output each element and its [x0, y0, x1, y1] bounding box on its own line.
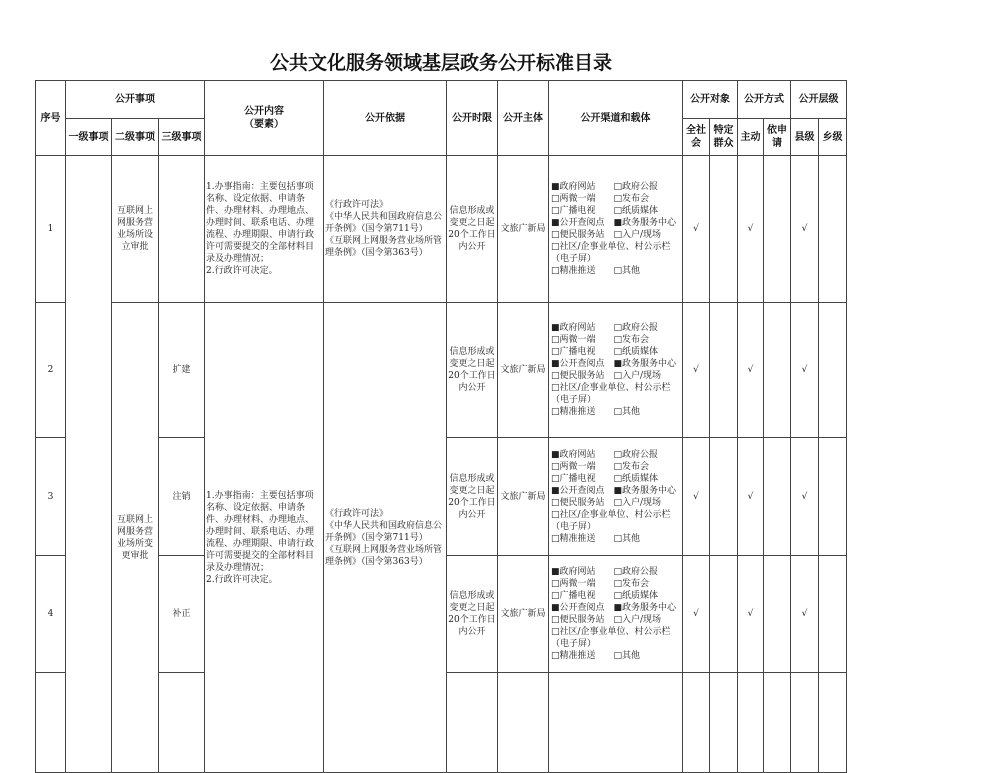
- row-channels: ■政府网站 □政府公报 □两微一端 □发布会 □广播电视 □纸质媒体 ■公开查阅点 ■政务服务中心 □便民服务站 □入户/现场 □社区/企事业单位、村公示栏 （电子屏） □精准推送 □其他: [549, 156, 683, 303]
- row-time-limit: 信息形成或变更之日起20个工作日内公开: [447, 156, 498, 303]
- row-method-active: √: [738, 438, 764, 556]
- row-method-request: [764, 438, 791, 556]
- header-target-all: 全社会: [683, 119, 710, 156]
- header-target: 公开对象: [683, 81, 738, 119]
- row-content: 1.办事指南：主要包括事项名称、设定依据、申请条件、办理材料、办理地点、办理时间、联系电话、办理流程、办理期限、申请行政许可需要提交的全部材料目录及办理情况； 2.行政许可决定。: [205, 156, 324, 303]
- row-level3: [159, 156, 205, 303]
- row-target-all: [683, 673, 710, 773]
- row-target-all: √: [683, 556, 710, 673]
- table-row: [36, 156, 847, 303]
- row-seq: 1: [36, 156, 66, 303]
- row-basis: 《行政许可法》 《中华人民共和国政府信息公开条例》（国令第711号） 《互联网上网服务营业场所管理条例》（国令第363号）: [324, 156, 447, 303]
- row-method-request: [764, 556, 791, 673]
- table-row: [36, 303, 847, 438]
- row-method-active: √: [738, 303, 764, 438]
- row-level-township: [819, 303, 847, 438]
- row-level2: 互联网上网服务营业场所设立审批: [112, 156, 159, 303]
- header-content: 公开内容 （要素）: [205, 81, 324, 156]
- row-basis-merged: 《行政许可法》 《中华人民共和国政府信息公开条例》（国令第711号） 《互联网上网服务营业场所管理条例》（国令第363号）: [324, 303, 447, 773]
- row-level3: 注销: [159, 438, 205, 556]
- row-subject: 文旅广新局: [498, 303, 549, 438]
- row-subject: 文旅广新局: [498, 438, 549, 556]
- header-method: 公开方式: [738, 81, 791, 119]
- row-level-township: [819, 556, 847, 673]
- header-level2: 二级事项: [112, 119, 159, 156]
- row-target-specific: [710, 303, 738, 438]
- header-level-county: 县级: [791, 119, 819, 156]
- row-level-county: √: [791, 156, 819, 303]
- row-seq: 3: [36, 438, 66, 556]
- row-target-specific: [710, 673, 738, 773]
- row-method-active: √: [738, 556, 764, 673]
- row-seq: [36, 673, 66, 773]
- row-level2-merged: 互联网上网服务营业场所变更审批: [112, 303, 159, 773]
- row-subject: 文旅广新局: [498, 556, 549, 673]
- row-channels: ■政府网站 □政府公报 □两微一端 □发布会 □广播电视 □纸质媒体 ■公开查阅点 ■政务服务中心 □便民服务站 □入户/现场 □社区/企事业单位、村公示栏 （电子屏） □精准推送 □其他: [549, 556, 683, 673]
- row-level-township: [819, 438, 847, 556]
- header-method-active: 主动: [738, 119, 764, 156]
- row-content-merged: 1.办事指南：主要包括事项名称、设定依据、申请条件、办理材料、办理地点、办理时间、联系电话、办理流程、办理期限、申请行政许可需要提交的全部材料目录及办理情况； 2.行政许可决定。: [205, 303, 324, 773]
- header-level3: 三级事项: [159, 119, 205, 156]
- row-method-active: √: [738, 156, 764, 303]
- row-level-county: √: [791, 303, 819, 438]
- header-time-limit: 公开时限: [447, 81, 498, 156]
- row-target-specific: [710, 156, 738, 303]
- row-target-all: √: [683, 438, 710, 556]
- row-target-specific: [710, 438, 738, 556]
- header-seq: 序号: [36, 81, 66, 156]
- row-level3: [159, 673, 205, 773]
- row-target-specific: [710, 556, 738, 673]
- row-target-all: √: [683, 303, 710, 438]
- header-basis: 公开依据: [324, 81, 447, 156]
- row-time-limit: [447, 673, 498, 773]
- header-level1: 一级事项: [66, 119, 112, 156]
- row-level3: 补正: [159, 556, 205, 673]
- row-time-limit: 信息形成或变更之日起20个工作日内公开: [447, 556, 498, 673]
- header-item: 公开事项: [66, 81, 205, 119]
- header-level: 公开层级: [791, 81, 847, 119]
- row-time-limit: 信息形成或变更之日起20个工作日内公开: [447, 303, 498, 438]
- row-channels: ■政府网站 □政府公报 □两微一端 □发布会 □广播电视 □纸质媒体 ■公开查阅点 ■政务服务中心 □便民服务站 □入户/现场 □社区/企事业单位、村公示栏 （电子屏） □精准推送 □其他: [549, 438, 683, 556]
- row-level-township: [819, 673, 847, 773]
- row-method-active: [738, 673, 764, 773]
- row-level1: [66, 156, 112, 773]
- header-level-township: 乡级: [819, 119, 847, 156]
- header-subject: 公开主体: [498, 81, 549, 156]
- row-seq: 4: [36, 556, 66, 673]
- row-channels: [549, 673, 683, 773]
- row-level-county: √: [791, 438, 819, 556]
- row-level-township: [819, 156, 847, 303]
- row-level-county: [791, 673, 819, 773]
- row-subject: 文旅广新局: [498, 156, 549, 303]
- disclosure-table: [35, 80, 847, 773]
- row-method-request: [764, 673, 791, 773]
- row-target-all: √: [683, 156, 710, 303]
- header-target-specific: 特定群众: [710, 119, 738, 156]
- row-method-request: [764, 156, 791, 303]
- header-channel: 公开渠道和载体: [549, 81, 683, 156]
- row-subject: [498, 673, 549, 773]
- row-time-limit: 信息形成或变更之日起20个工作日内公开: [447, 438, 498, 556]
- row-level3: 扩建: [159, 303, 205, 438]
- page-title: 公共文化服务领域基层政务公开标准目录: [269, 52, 612, 74]
- row-seq: 2: [36, 303, 66, 438]
- row-channels: ■政府网站 □政府公报 □两微一端 □发布会 □广播电视 □纸质媒体 ■公开查阅点 ■政务服务中心 □便民服务站 □入户/现场 □社区/企事业单位、村公示栏 （电子屏） □精准推送 □其他: [549, 303, 683, 438]
- header-method-request: 依申请: [764, 119, 791, 156]
- row-method-request: [764, 303, 791, 438]
- row-level-county: √: [791, 556, 819, 673]
